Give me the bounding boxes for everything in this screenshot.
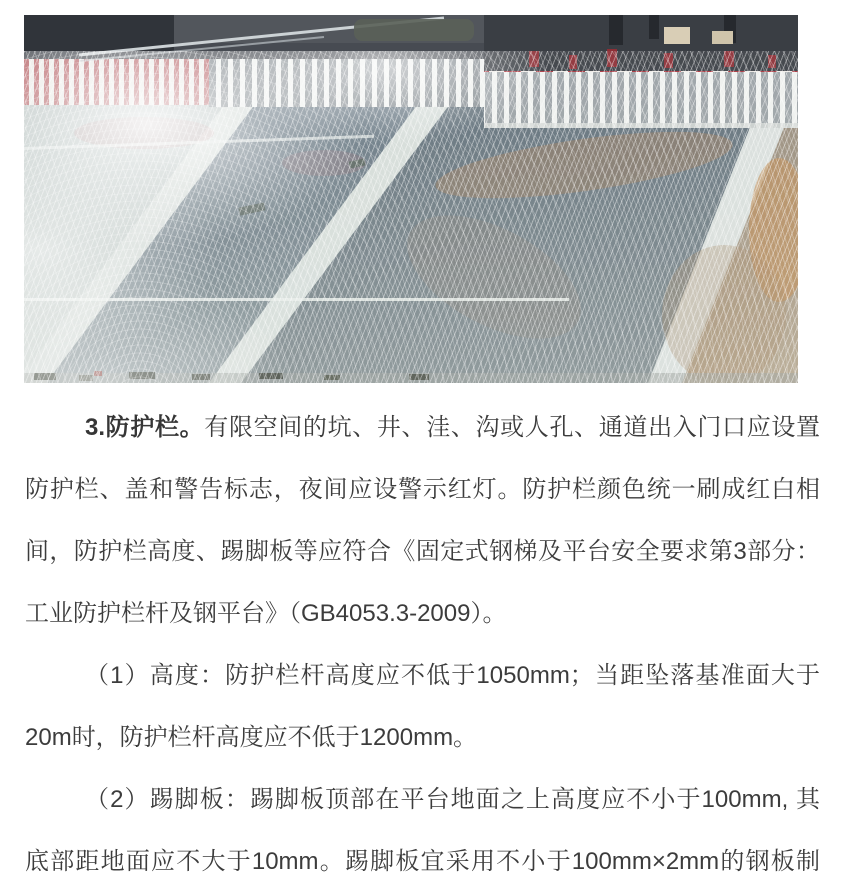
paragraph-line: 20m时，防护栏杆高度应不低于1200mm。: [25, 724, 478, 751]
paragraph-line: 间，防护栏高度、踢脚板等应符合《固定式钢梯及平台安全要求第3部分：: [25, 538, 820, 565]
paragraph-line: （1）高度：防护栏杆高度应不低于1050mm；当距坠落基准面大于: [85, 662, 820, 689]
paragraph-text: 有限空间的坑、井、洼、沟或人孔、通道出入门口应设置: [204, 414, 820, 441]
paragraph-line: [25, 397, 820, 459]
paragraph-lead: 3.防护栏。: [85, 414, 205, 441]
paragraph-line: 工业防护栏杆及钢平台》（GB4053.3-2009）。: [25, 600, 507, 627]
construction-site-photo: [24, 15, 798, 383]
paragraph-line: 底部距地面应不大于10mm。踢脚板宜采用不小于100mm×2mm的钢板制: [25, 848, 820, 875]
document-body: [25, 397, 820, 893]
photo-illustration: [24, 15, 798, 383]
paragraph-line: 防护栏、盖和警告标志，夜间应设警示红灯。防护栏颜色统一刷成红白相: [25, 476, 820, 503]
paragraph-line: （2）踢脚板：踢脚板顶部在平台地面之上高度应不小于100mm, 其: [85, 786, 820, 813]
